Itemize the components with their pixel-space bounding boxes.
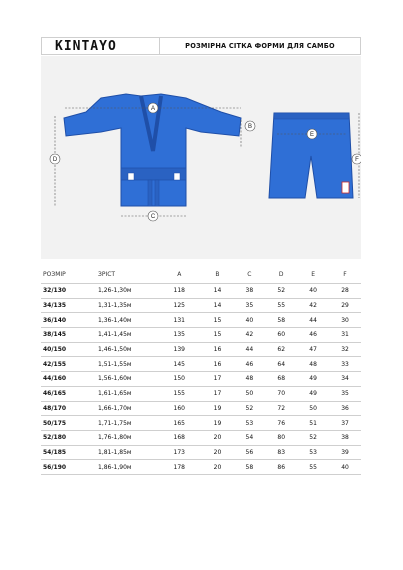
label-f: F	[355, 157, 359, 164]
cell-a: 135	[157, 328, 202, 343]
cell-height: 1,66-1,70м	[92, 401, 157, 416]
cell-b: 14	[202, 298, 234, 313]
cell-size: 42/155	[41, 357, 92, 372]
cell-e: 47	[297, 342, 329, 357]
cell-d: 76	[265, 416, 297, 431]
cell-a: 178	[157, 460, 202, 475]
cell-b: 15	[202, 328, 234, 343]
cell-height: 1,56-1,60м	[92, 372, 157, 387]
cell-height: 1,46-1,50м	[92, 342, 157, 357]
cell-a: 118	[157, 284, 202, 299]
cell-b: 20	[202, 445, 234, 460]
label-e: E	[309, 132, 315, 139]
cell-height: 1,76-1,80м	[92, 430, 157, 445]
cell-b: 15	[202, 313, 234, 328]
cell-f: 35	[329, 386, 361, 401]
cell-c: 53	[233, 416, 265, 431]
cell-e: 46	[297, 328, 329, 343]
table-row	[41, 313, 361, 328]
cell-b: 19	[202, 401, 234, 416]
cell-size: 50/175	[41, 416, 92, 431]
cell-a: 131	[157, 313, 202, 328]
table-row	[41, 386, 361, 401]
cell-f: 40	[329, 460, 361, 475]
cell-a: 173	[157, 445, 202, 460]
cell-e: 53	[297, 445, 329, 460]
cell-a: 150	[157, 372, 202, 387]
table-row	[41, 298, 361, 313]
cell-height: 1,41-1,45м	[92, 328, 157, 343]
chart-title: РОЗМІРНА СІТКА ФОРМИ ДЛЯ САМБО	[185, 42, 335, 50]
table-row	[41, 284, 361, 299]
cell-b: 14	[202, 284, 234, 299]
col-header-c: C	[233, 265, 265, 284]
cell-d: 70	[265, 386, 297, 401]
table-row	[41, 401, 361, 416]
cell-size: 54/185	[41, 445, 92, 460]
cell-a: 165	[157, 416, 202, 431]
cell-d: 55	[265, 298, 297, 313]
cell-d: 64	[265, 357, 297, 372]
cell-size: 44/160	[41, 372, 92, 387]
table-row	[41, 328, 361, 343]
cell-size: 46/165	[41, 386, 92, 401]
cell-height: 1,61-1,65м	[92, 386, 157, 401]
cell-height: 1,81-1,85м	[92, 445, 157, 460]
cell-d: 80	[265, 430, 297, 445]
cell-f: 34	[329, 372, 361, 387]
cell-f: 36	[329, 401, 361, 416]
cell-d: 83	[265, 445, 297, 460]
uniform-diagram	[41, 56, 361, 259]
col-header-b: B	[202, 265, 234, 284]
table-row	[41, 430, 361, 445]
col-header-f: F	[329, 265, 361, 284]
table-row	[41, 460, 361, 475]
cell-size: 32/130	[41, 284, 92, 299]
cell-a: 168	[157, 430, 202, 445]
label-b: B	[247, 124, 253, 131]
label-d: D	[52, 157, 58, 164]
col-header-e: E	[297, 265, 329, 284]
table-row	[41, 357, 361, 372]
cell-e: 42	[297, 298, 329, 313]
cell-height: 1,51-1,55м	[92, 357, 157, 372]
cell-height: 1,71-1,75м	[92, 416, 157, 431]
cell-d: 62	[265, 342, 297, 357]
cell-b: 16	[202, 342, 234, 357]
col-header-a: A	[157, 265, 202, 284]
table-row	[41, 342, 361, 357]
header	[41, 37, 361, 55]
table-row	[41, 445, 361, 460]
cell-a: 125	[157, 298, 202, 313]
cell-b: 20	[202, 430, 234, 445]
cell-e: 48	[297, 357, 329, 372]
cell-e: 52	[297, 430, 329, 445]
cell-size: 56/190	[41, 460, 92, 475]
table-header-row	[41, 265, 361, 284]
uniform-illustration	[41, 56, 361, 259]
cell-f: 29	[329, 298, 361, 313]
cell-height: 1,31-1,35м	[92, 298, 157, 313]
cell-b: 17	[202, 386, 234, 401]
col-header-d: D	[265, 265, 297, 284]
cell-c: 48	[233, 372, 265, 387]
cell-f: 33	[329, 357, 361, 372]
cell-c: 35	[233, 298, 265, 313]
cell-size: 38/145	[41, 328, 92, 343]
cell-e: 51	[297, 416, 329, 431]
cell-e: 44	[297, 313, 329, 328]
cell-size: 40/150	[41, 342, 92, 357]
col-header-size: РОЗМІР	[41, 265, 92, 284]
cell-c: 52	[233, 401, 265, 416]
cell-e: 49	[297, 386, 329, 401]
table-row	[41, 372, 361, 387]
cell-a: 160	[157, 401, 202, 416]
table-row	[41, 416, 361, 431]
cell-c: 40	[233, 313, 265, 328]
cell-d: 86	[265, 460, 297, 475]
cell-height: 1,26-1,30м	[92, 284, 157, 299]
cell-e: 50	[297, 401, 329, 416]
cell-f: 39	[329, 445, 361, 460]
cell-size: 34/135	[41, 298, 92, 313]
cell-d: 72	[265, 401, 297, 416]
cell-c: 38	[233, 284, 265, 299]
cell-d: 60	[265, 328, 297, 343]
cell-a: 145	[157, 357, 202, 372]
size-chart-sheet	[41, 37, 361, 471]
cell-c: 54	[233, 430, 265, 445]
cell-height: 1,36-1,40м	[92, 313, 157, 328]
cell-e: 49	[297, 372, 329, 387]
shorts-image	[269, 113, 353, 198]
cell-size: 48/170	[41, 401, 92, 416]
cell-a: 155	[157, 386, 202, 401]
cell-c: 42	[233, 328, 265, 343]
cell-f: 32	[329, 342, 361, 357]
cell-height: 1,86-1,90м	[92, 460, 157, 475]
cell-b: 20	[202, 460, 234, 475]
cell-size: 36/140	[41, 313, 92, 328]
cell-b: 19	[202, 416, 234, 431]
cell-f: 31	[329, 328, 361, 343]
cell-f: 28	[329, 284, 361, 299]
cell-d: 58	[265, 313, 297, 328]
cell-f: 37	[329, 416, 361, 431]
col-header-height: ЗРІСТ	[92, 265, 157, 284]
cell-d: 52	[265, 284, 297, 299]
cell-c: 50	[233, 386, 265, 401]
cell-c: 46	[233, 357, 265, 372]
cell-c: 56	[233, 445, 265, 460]
cell-e: 40	[297, 284, 329, 299]
cell-c: 44	[233, 342, 265, 357]
brand-logo: KINTAYO	[42, 38, 160, 54]
cell-d: 68	[265, 372, 297, 387]
label-a: A	[150, 106, 156, 113]
cell-b: 16	[202, 357, 234, 372]
label-c: C	[150, 214, 156, 221]
cell-size: 52/180	[41, 430, 92, 445]
size-table	[41, 265, 361, 475]
cell-a: 139	[157, 342, 202, 357]
cell-b: 17	[202, 372, 234, 387]
cell-e: 55	[297, 460, 329, 475]
cell-c: 58	[233, 460, 265, 475]
cell-f: 30	[329, 313, 361, 328]
cell-f: 38	[329, 430, 361, 445]
